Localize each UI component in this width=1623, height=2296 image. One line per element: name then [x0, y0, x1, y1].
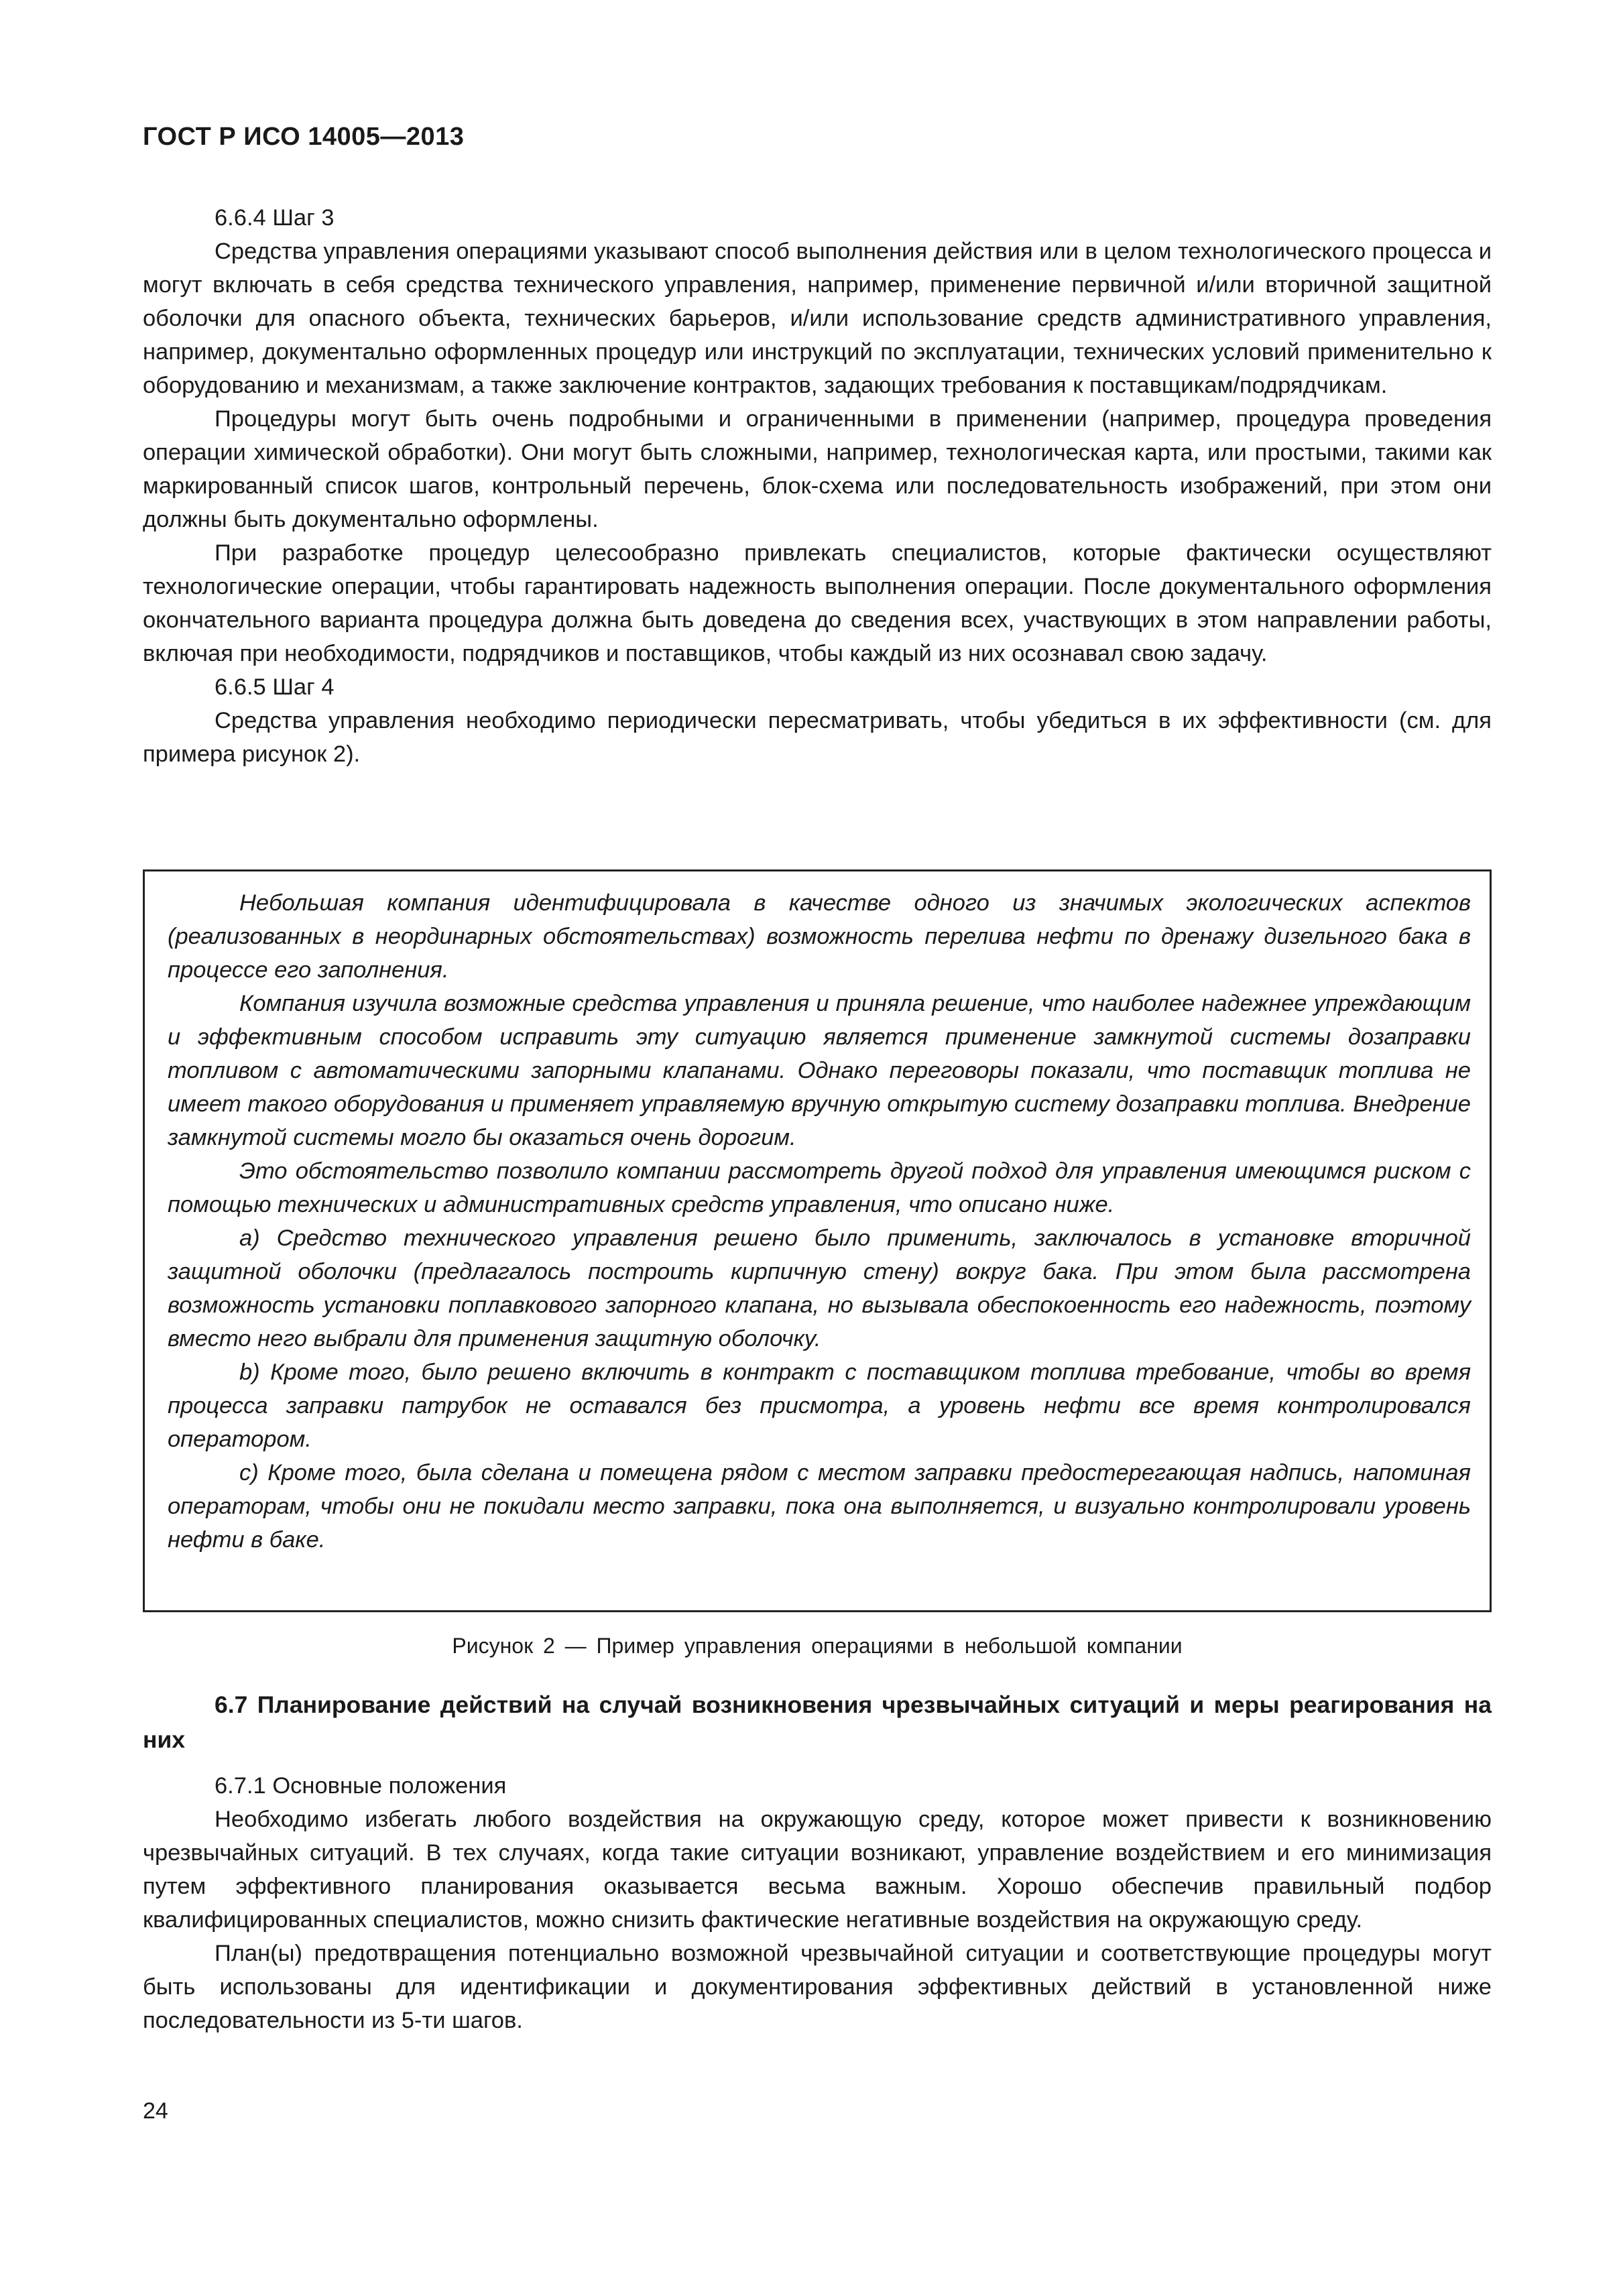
subsection-title-step-4: 6.6.5 Шаг 4 [215, 674, 335, 700]
figure-caption: Рисунок 2 — Пример управления операциями в небольшой компании [452, 1634, 1183, 1658]
paragraph: Средства управления необходимо периодически пересматривать, чтобы убедиться в их эффективности (см. для примера рисунок 2). [143, 708, 1492, 767]
page-number: 24 [143, 2098, 168, 2124]
standard-designation: ГОСТ Р ИСО 14005—2013 [143, 123, 465, 151]
figure-list-item-b: b) Кроме того, было решено включить в контракт с поставщиком топлива требование, чтобы во время процесса заправки патрубок не оставался без присмотра, а уровень нефти все время контролировался оператором. [168, 1360, 1471, 1452]
section-heading-6-7: 6.7 Планирование действий на случай возникновения чрезвычайных ситуаций и меры реагирования на них [143, 1691, 1492, 1753]
figure-paragraph: Это обстоятельство позволило компании рассмотреть другой подход для управления имеющимся риском с помощью технических и административных средств управления, что описано ниже. [168, 1158, 1471, 1217]
subsection-title-general: 6.7.1 Основные положения [215, 1773, 507, 1799]
paragraph: При разработке процедур целесообразно привлекать специалистов, которые фактически осуществляют технологические операции, чтобы гарантировать надежность выполнения операции. После документального оформления окончательного варианта процедура должна быть доведена до сведения всех, участвующих в этом направлении работы, включая при необходимости, подрядчиков и поставщиков, чтобы каждый из них осознавал свою задачу. [143, 540, 1492, 666]
figure-list-item-a: a) Средство технического управления решено было применить, заключалось в установке вторичной защитной оболочки (предлагалось построить кирпичную стену) вокруг бака. При этом была рассмотрена возможность установки поплавкового запорного клапана, но вызывала обеспокоенность его надежность, поэтому вместо него выбрали для применения защитную оболочку. [168, 1225, 1471, 1351]
figure-list-item-c: c) Кроме того, была сделана и помещена рядом с местом заправки предостерегающая надпись, напоминая операторам, чтобы они не покидали место заправки, пока она выполняется, и визуально контролировали уровень нефти в баке. [168, 1460, 1471, 1553]
paragraph: Средства управления операциями указывают способ выполнения действия или в целом технологического процесса и могут включать в себя средства технического управления, например, применение первичной и/или вторичной защитной оболочки для опасного объекта, технических барьеров, и/или использование средств административного управления, например, документально оформленных процедур или инструкций по эксплуатации, технических условий применительно к оборудованию и механизмам, а также заключение контрактов, задающих требования к поставщикам/подрядчикам. [143, 239, 1492, 398]
bottom-text-block [143, 1769, 1492, 2037]
paragraph: План(ы) предотвращения потенциально возможной чрезвычайной ситуации и соответствующие процедуры могут быть использованы для идентификации и документирования эффективных действий в установленной ниже последовательности из 5-ти шагов. [143, 1941, 1492, 2033]
figure-2-example-box [143, 869, 1492, 1612]
subsection-title-step-3: 6.6.4 Шаг 3 [215, 205, 335, 231]
figure-paragraph: Компания изучила возможные средства управления и приняла решение, что наиболее надежнее упреждающим и эффективным способом исправить эту ситуацию является применение замкнутой системы дозаправки топливом с автоматическими запорными клапанами. Однако переговоры показали, что поставщик топлива не имеет такого оборудования и применяет управляемую вручную открытую систему дозаправки топлива. Внедрение замкнутой системы могло бы оказаться очень дорогим. [168, 991, 1471, 1150]
top-text-block [143, 201, 1492, 771]
figure-paragraph: Небольшая компания идентифицировала в качестве одного из значимых экологических аспектов (реализованных в неординарных обстоятельствах) возможность перелива нефти по дренажу дизельного бака в процессе его заполнения. [168, 890, 1471, 983]
paragraph: Процедуры могут быть очень подробными и ограниченными в применении (например, процедура проведения операции химической обработки). Они могут быть сложными, например, технологическая карта, или простыми, такими как маркированный список шагов, контрольный перечень, блок-схема или последовательность изображений, при этом они должны быть документально оформлены. [143, 406, 1492, 532]
paragraph: Необходимо избегать любого воздействия на окружающую среду, которое может привести к возникновению чрезвычайных ситуаций. В тех случаях, когда такие ситуации возникают, управление воздействием и его минимизация путем эффективного планирования оказывается весьма важным. Хорошо обеспечив правильный подбор квалифицированных специалистов, можно снизить фактические негативные воздействия на окружающую среду. [143, 1807, 1492, 1933]
